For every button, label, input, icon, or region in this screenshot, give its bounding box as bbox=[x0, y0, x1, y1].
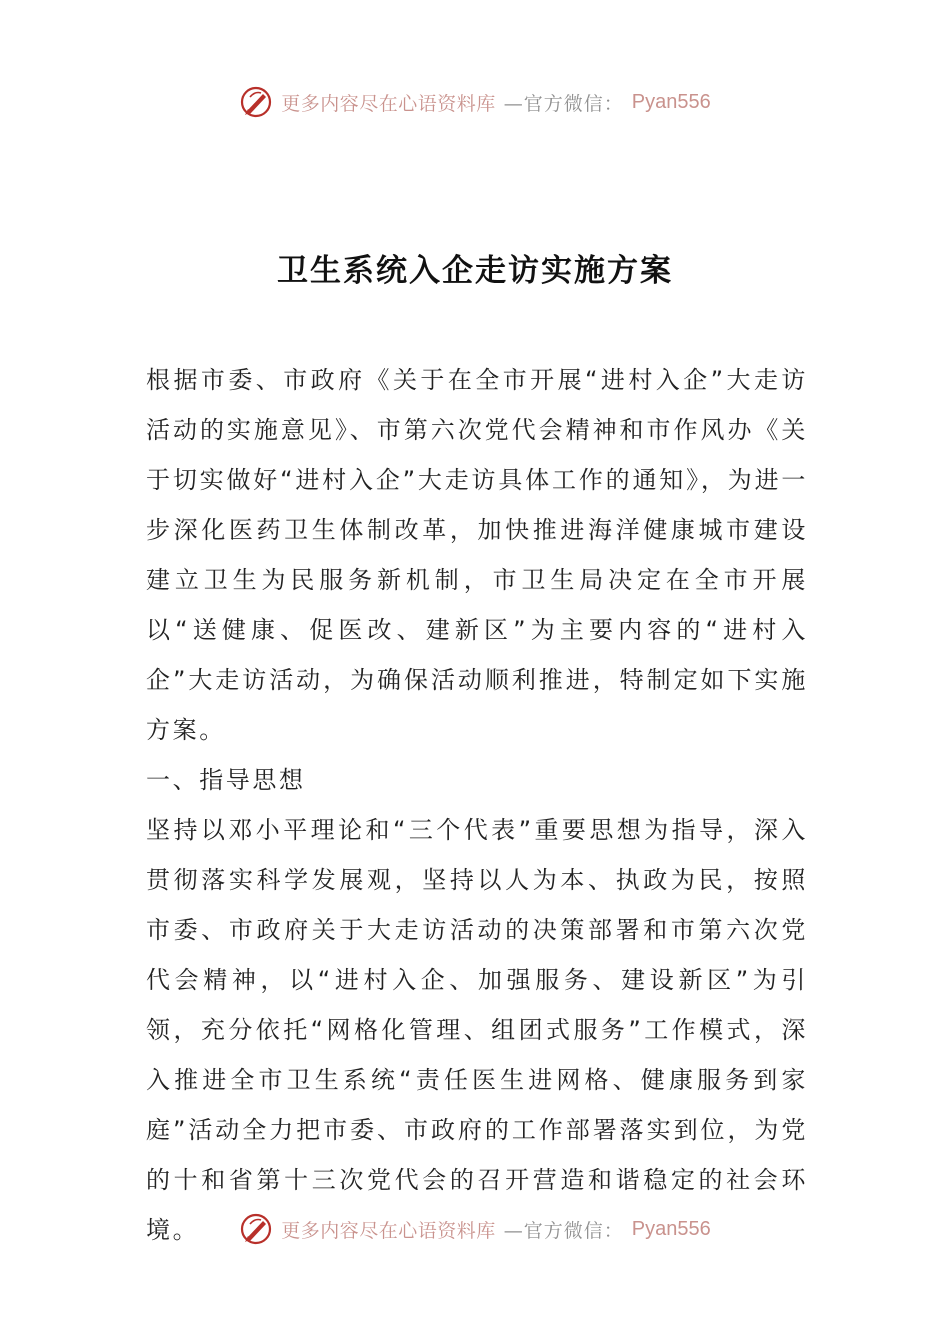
document-body bbox=[146, 355, 808, 1255]
banner-main-text: 更多内容尽在心语资料库 bbox=[281, 92, 496, 115]
banner-sub-text: —官方微信： bbox=[503, 1219, 624, 1242]
document-title: 卫生系统入企走访实施方案 bbox=[277, 252, 673, 289]
pen-logo-icon bbox=[239, 85, 273, 119]
intro-paragraph: 根据市委、市政府《关于在全市开展“进村入企”大走访活动的实施意见》、市第六次党代会精神和市作风办《关于切实做好“进村入企”大走访具体工作的通知》，为进一步深化医药卫生体制改革，加快推进海洋健康城市建设建立卫生为民服务新机制，市卫生局决定在全市开展以“送健康、促医改、建新区”为主要内容的“进村入企”大走访活动，为确保活动顺利推进，特制定如下实施方案。 bbox=[146, 366, 808, 744]
banner-main-text: 更多内容尽在心语资料库 bbox=[281, 1219, 496, 1242]
guiding-ideology-paragraph: 坚持以邓小平理论和“三个代表”重要思想为指导，深入贯彻落实科学发展观，坚持以人为本、执政为民，按照市委、市政府关于大走访活动的决策部署和市第六次党代会精神，以“进村入企、加强服务、建设新区”为引领，充分依托“网格化管理、组团式服务”工作模式，深入推进全市卫生系统“责任医生进网格、健康服务到家庭”活动全力把市委、市政府的工作部署落实到位，为党的十和省第十三次党代会的召开营造和谐稳定的社会环境。 bbox=[146, 816, 808, 1244]
banner-sub-text: —官方微信： bbox=[503, 92, 624, 115]
header-watermark-banner bbox=[0, 82, 950, 122]
banner-wechat-id: Pyan556 bbox=[631, 1217, 711, 1240]
banner-wechat-id: Pyan556 bbox=[631, 90, 711, 113]
footer-watermark-banner bbox=[0, 1209, 950, 1249]
section-heading-guiding-ideology: 一、指导思想 bbox=[146, 766, 306, 794]
pen-logo-icon bbox=[239, 1212, 273, 1246]
